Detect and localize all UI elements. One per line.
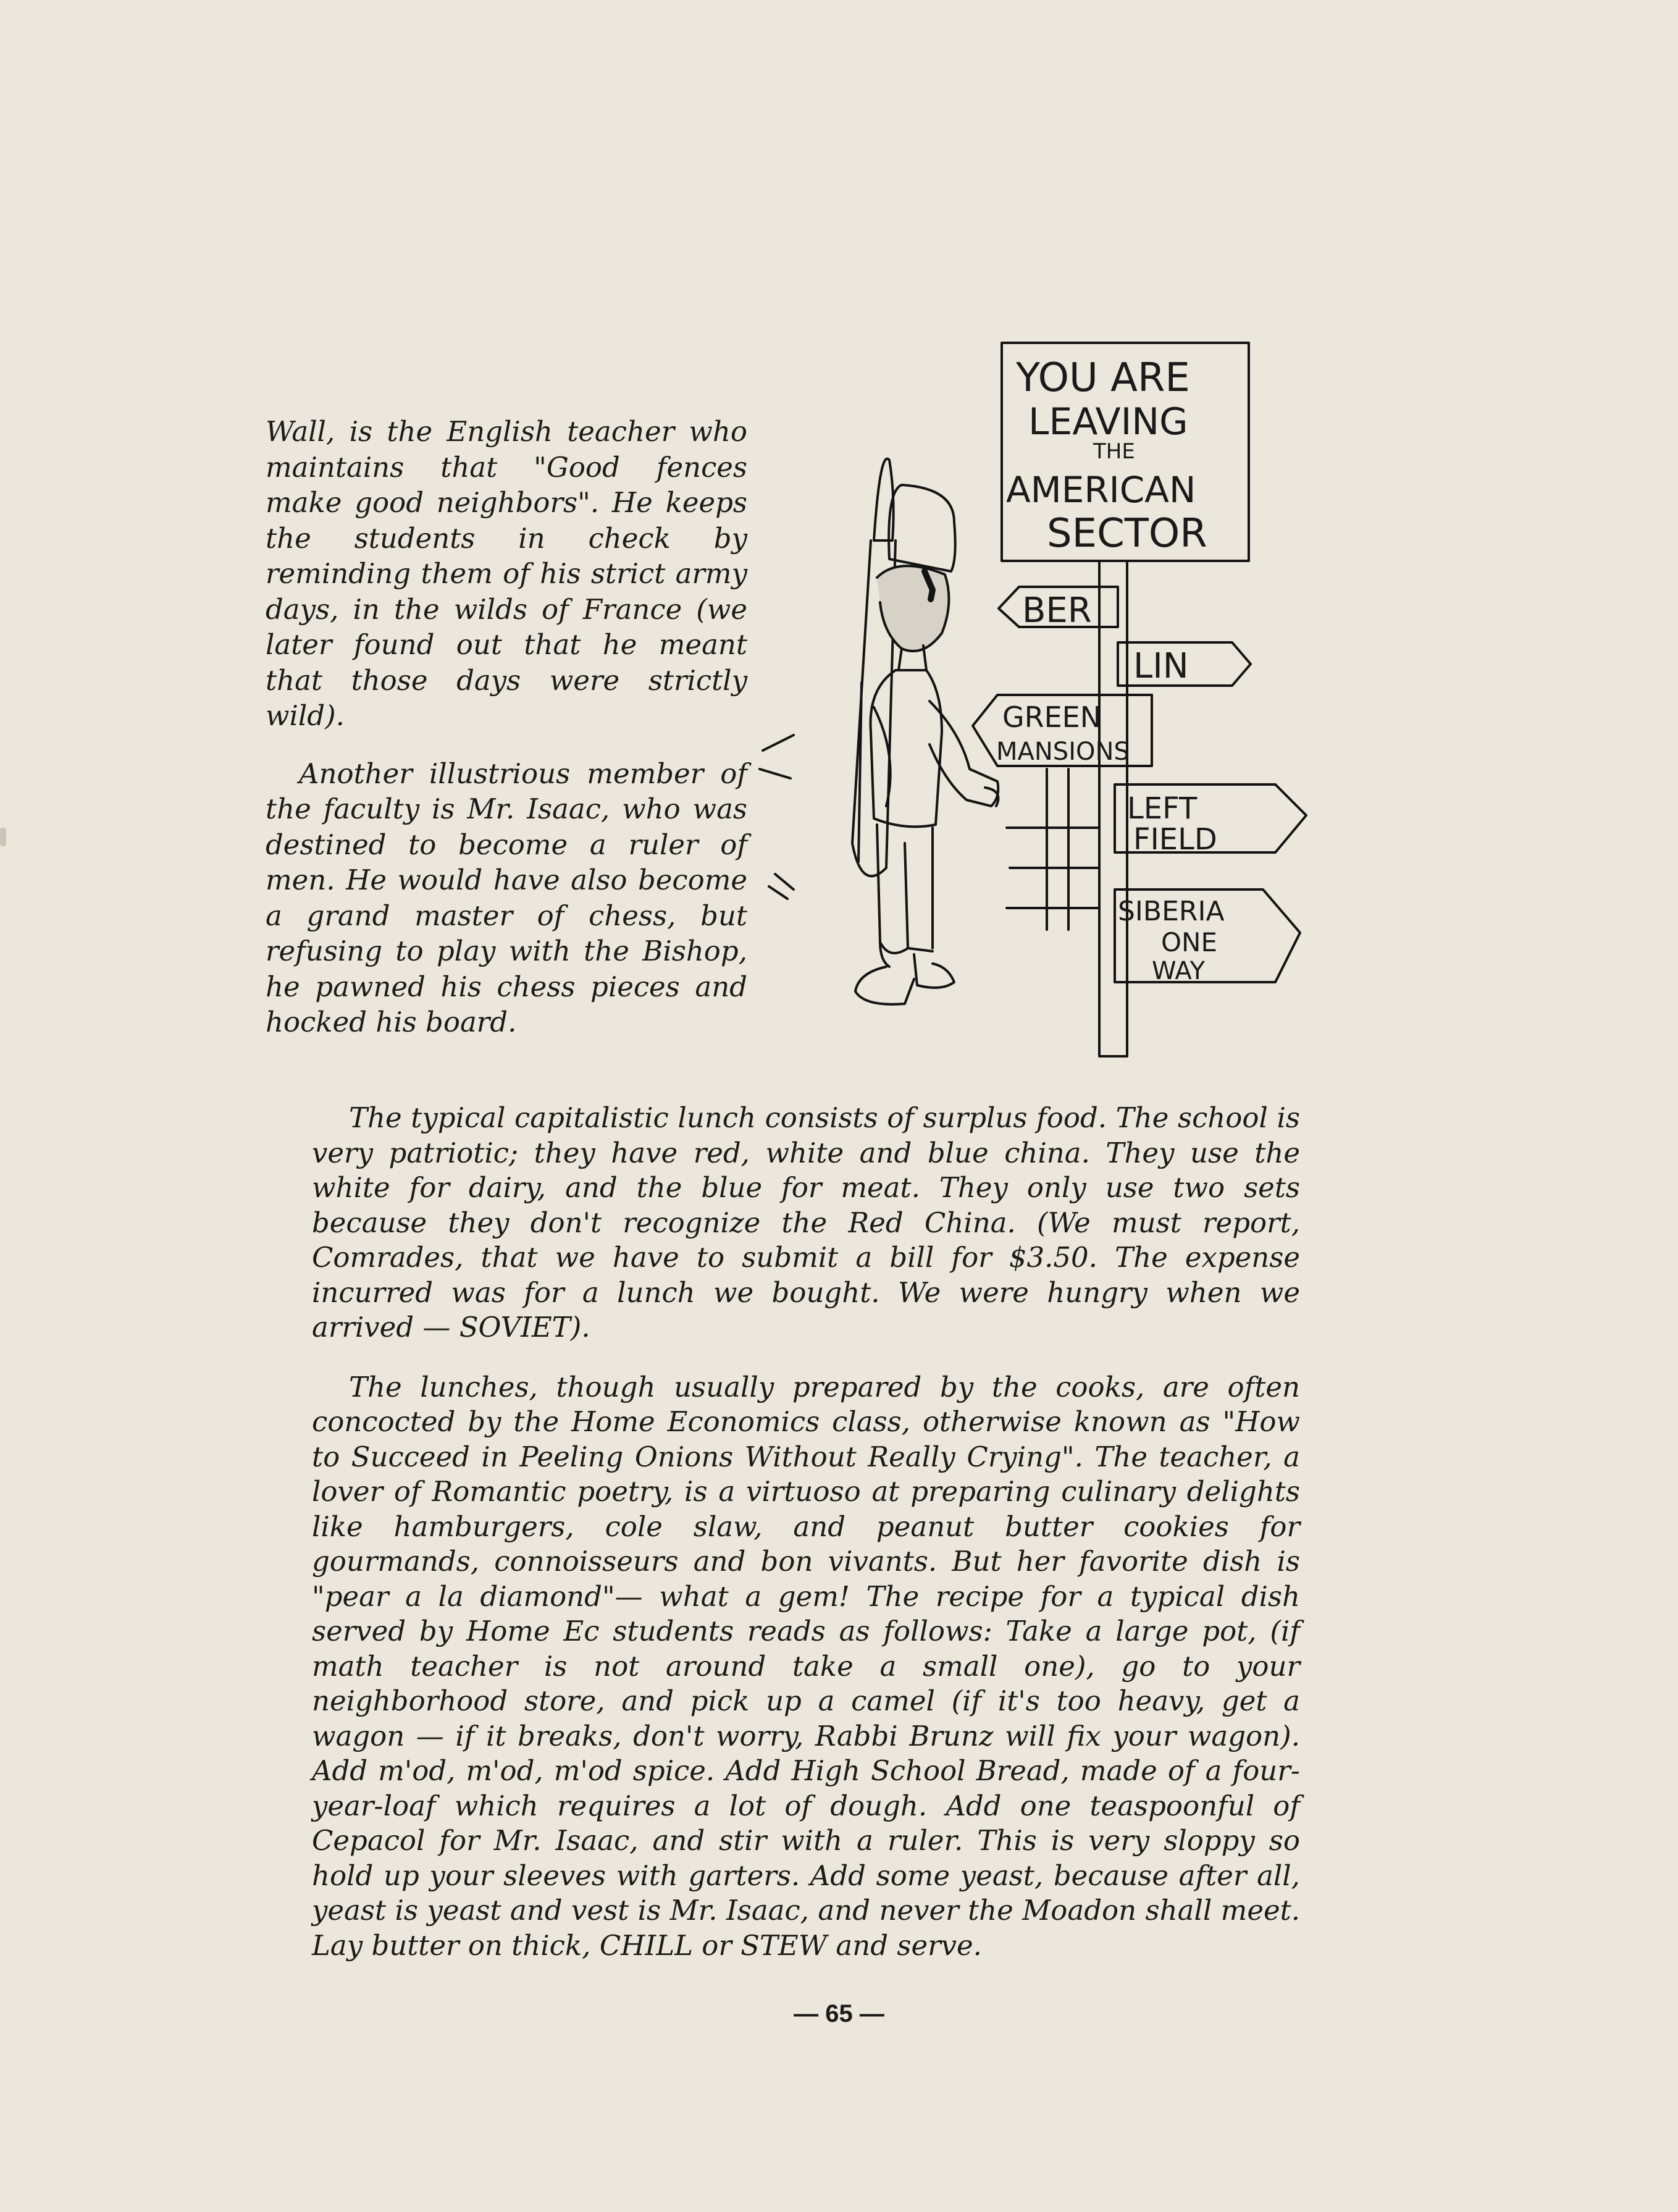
page-edge-mark — [0, 828, 6, 846]
big-sign-line-4: AMERICAN — [1006, 469, 1196, 511]
sign-one-text: ONE — [1161, 927, 1218, 957]
sign-field-text: FIELD — [1133, 822, 1217, 857]
sidebar-paragraph-2: Another illustrious member of the faculty is Mr. Isaac, who was destined to become a ruler of men. He would have also become a grand master of chess, but refusing to play with the Bishop, he pawned his chess pieces and hocked his board. — [266, 757, 747, 1038]
sign-lin — [1118, 642, 1251, 686]
soldier-figure — [760, 459, 998, 1004]
page-number: — 65 — — [794, 2000, 884, 2027]
main-body-text — [312, 1101, 1300, 1963]
big-sign-line-1: YOU ARE — [1016, 355, 1190, 401]
soldier-face — [877, 566, 949, 651]
rifle-bayonet — [874, 459, 894, 540]
sidebar-paragraph-1: Wall, is the English teacher who maintains that "Good fences make good neighbors". He keeps the students in check by reminding them of his strict army days, in the wilds of France (we later found out that he meant that those days were strictly wild). — [266, 415, 747, 732]
sign-ber-text: BER — [1022, 591, 1092, 631]
sign-left-text: LEFT — [1127, 791, 1198, 826]
body-paragraph-1: The typical capitalistic lunch consists of surplus food. The school is very patriotic; they have red, white and blue china. They use the white for dairy, and the blue for meat. They only use two sets because they don't recognize the Red China. (We must report, Comrades, that we have to submit a bill for $3.50. The expense incurred was for a lunch we bought. We were hungry when we arrived — SOVIET). — [312, 1101, 1300, 1344]
soldier-hat — [889, 485, 955, 571]
sign-green-mansions — [973, 695, 1152, 766]
sign-way-text: WAY — [1152, 957, 1206, 985]
sign-lin-text: LIN — [1133, 646, 1189, 686]
body-paragraph-2: The lunches, though usually prepared by the cooks, are often concocted by the Home Economics class, otherwise known as "How to Succeed in Peeling Onions Without Really Crying". The teacher, a lover of Romantic poetry, is a virtuoso at preparing culinary delights like hamburgers, cole slaw, and peanut butter cookies for gourmands, connoisseurs and bon vivants. But her favorite dish is "pear a la diamond"— what a gem! The recipe for a typical dish served by Home Ec students reads as follows: Take a large pot, (if math teacher is not around take a small one), go to your neighborhood store, and pick up a camel (if it's too heavy, get a wagon — if it breaks, don't worry, Rabbi Brunz will fix your wagon). Add m'od, m'od, m'od spice. Add High School Bread, made of a four-year-loaf which requires a lot of dough. Add one teaspoonful of Cepacol for Mr. Isaac, and stir with a ruler. This is very sloppy so hold up your sleeves with garters. Add some yeast, because after all, yeast is yeast and vest is Mr. Isaac, and never the Moadon shall meet. Lay butter on thick, CHILL or STEW and serve. — [312, 1370, 1300, 1962]
big-sign-line-2: LEAVING — [1028, 400, 1188, 444]
sign-mansions-text: MANSIONS — [996, 738, 1130, 766]
signpost-pole — [1007, 562, 1127, 1056]
sign-siberia-text: SIBERIA — [1118, 896, 1225, 927]
big-sign-line-3: THE — [1093, 439, 1135, 464]
soldier-boot-left — [855, 967, 914, 1004]
sidebar-text-column — [266, 414, 747, 1040]
sign-green-text: GREEN — [1002, 700, 1102, 734]
soldier-signpost-cartoon — [757, 337, 1325, 1069]
sign-siberia-one-way — [1115, 889, 1300, 985]
big-sign-line-5: SECTOR — [1047, 511, 1207, 557]
big-sign-american-sector — [1002, 343, 1249, 561]
sign-left-field — [1115, 784, 1306, 857]
